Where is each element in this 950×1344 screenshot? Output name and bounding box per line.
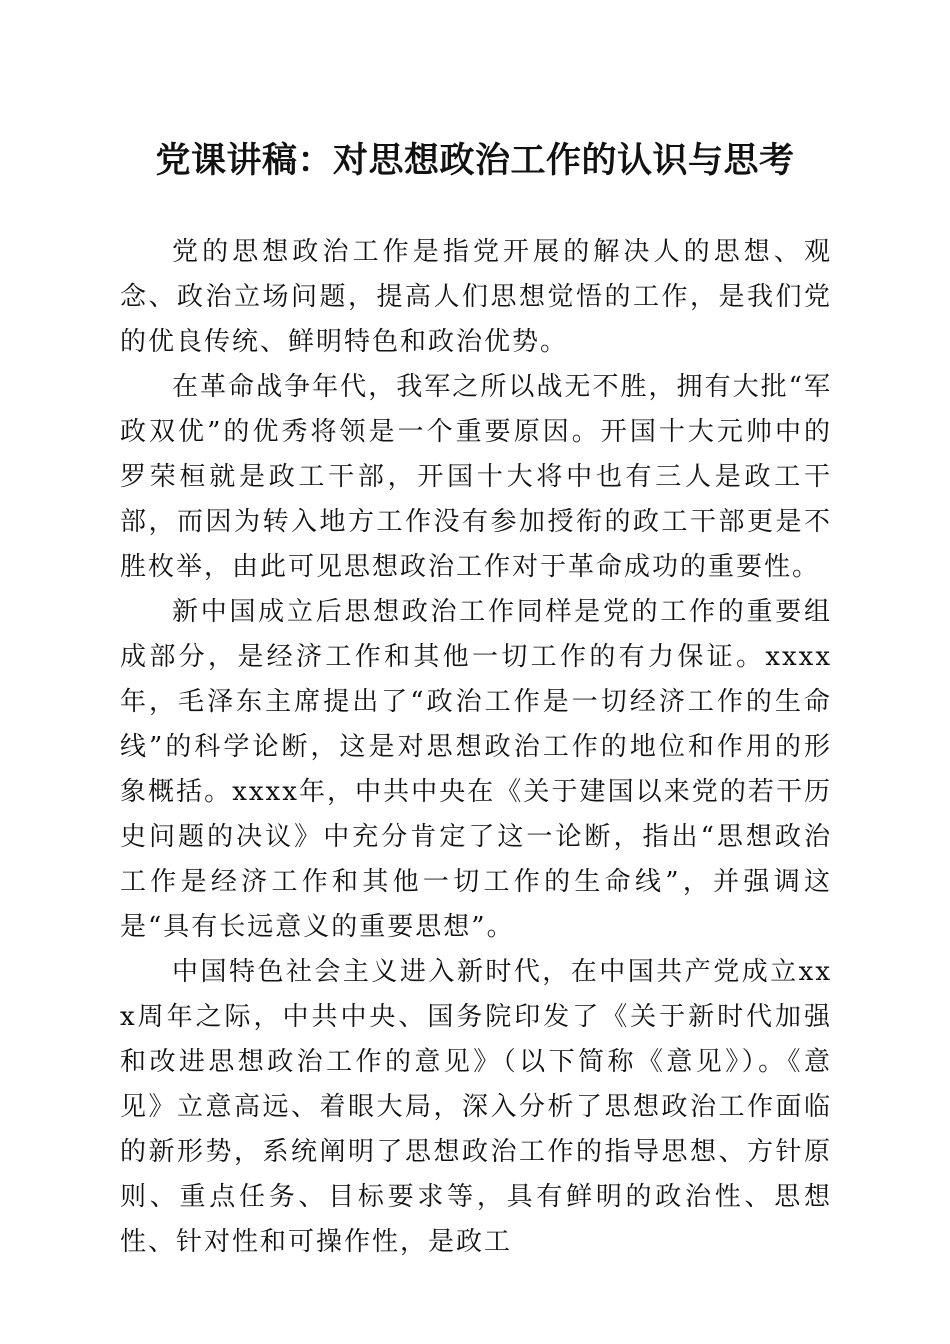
paragraph: 在革命战争年代，我军之所以战无不胜，拥有大批“军政双优”的优秀将领是一个重要原因。开国十大元帅中的罗荣桓就是政工干部，开国十大将中也有三人是政工干部，而因为转入地方工作没有参加授衔的政工干部更是不胜枚举，由此可见思想政治工作对于革命成功的重要性。 — [120, 372, 832, 582]
paragraph: 新中国成立后思想政治工作同样是党的工作的重要组成部分，是经济工作和其他一切工作的有力保证。xxxx年，毛泽东主席提出了“政治工作是一切经济工作的生命线”的科学论断，这是对思想政治工作的地位和作用的形象概括。xxxx年，中共中央在《关于建国以来党的若干历史问题的决议》中充分肯定了这一论断，指出“思想政治工作是经济工作和其他一切工作的生命线”，并强调这是“具有长远意义的重要思想”。 — [120, 597, 832, 942]
paragraph: 中国特色社会主义进入新时代，在中国共产党成立xxx周年之际，中共中央、国务院印发了《关于新时代加强和改进思想政治工作的意见》（以下简称《意见》）。《意见》立意高远、着眼大局，深入分析了思想政治工作面临的新形势，系统阐明了思想政治工作的指导思想、方针原则、重点任务、目标要求等，具有鲜明的政治性、思想性、针对性和可操作性，是政工 — [120, 957, 832, 1257]
document-title: 党课讲稿：对思想政治工作的认识与思考 — [155, 140, 795, 181]
document-body — [120, 230, 832, 1265]
paragraph: 党的思想政治工作是指党开展的解决人的思想、观念、政治立场问题，提高人们思想觉悟的工作，是我们党的优良传统、鲜明特色和政治优势。 — [120, 237, 832, 357]
